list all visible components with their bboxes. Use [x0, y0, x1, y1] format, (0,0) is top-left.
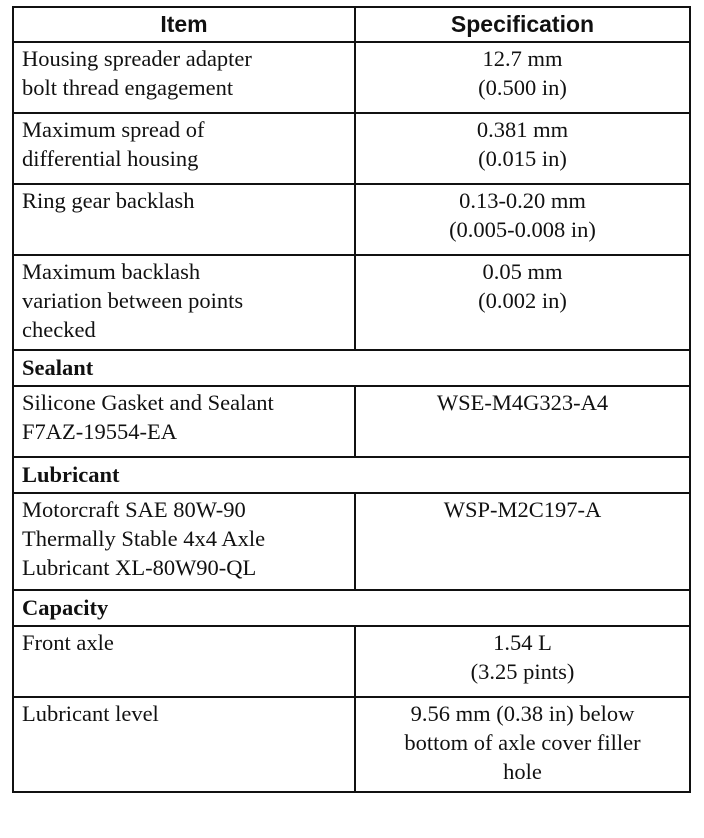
section-title-capacity: Capacity [13, 590, 690, 626]
spec-line: (3.25 pints) [470, 659, 575, 684]
spec-line: (0.005-0.008 in) [449, 217, 596, 242]
item-line: checked [22, 317, 96, 342]
spec-cell [355, 493, 690, 590]
item-line: bolt thread engagement [22, 75, 234, 100]
spec-cell [355, 113, 690, 184]
header-item: Item [13, 7, 355, 42]
spec-cell [355, 255, 690, 350]
item-line: Motorcraft SAE 80W-90 [22, 497, 246, 522]
spec-line: WSP-M2C197-A [443, 497, 602, 522]
item-line: Silicone Gasket and Sealant [22, 390, 274, 415]
item-line: Thermally Stable 4x4 Axle [22, 526, 266, 551]
section-row-sealant [13, 350, 690, 386]
spec-line: 12.7 mm [482, 46, 563, 71]
spec-cell [355, 184, 690, 255]
spec-line: bottom of axle cover filler [404, 730, 641, 755]
spec-cell [355, 697, 690, 792]
header-row [13, 7, 690, 42]
item-line: Maximum backlash [22, 259, 201, 284]
spec-table-wrapper [12, 6, 691, 793]
item-line: variation between points [22, 288, 244, 313]
spec-line: (0.015 in) [478, 146, 567, 171]
item-cell [13, 184, 355, 255]
section-row-capacity [13, 590, 690, 626]
table-row [13, 493, 690, 590]
item-line: Ring gear backlash [22, 188, 195, 213]
section-title-lubricant: Lubricant [13, 457, 690, 493]
item-line: differential housing [22, 146, 199, 171]
section-row-lubricant [13, 457, 690, 493]
spec-line: 1.54 L [493, 630, 552, 655]
item-line: Lubricant XL-80W90-QL [22, 555, 257, 580]
item-cell [13, 697, 355, 792]
header-specification: Specification [355, 7, 690, 42]
spec-line: WSE-M4G323-A4 [436, 390, 609, 415]
item-line: Housing spreader adapter [22, 46, 252, 71]
spec-line: 0.13-0.20 mm [459, 188, 586, 213]
item-cell [13, 386, 355, 457]
item-cell [13, 493, 355, 590]
item-line: F7AZ-19554-EA [22, 419, 177, 444]
spec-line: hole [503, 759, 542, 784]
spec-line: 0.05 mm [482, 259, 563, 284]
spec-line: 0.381 mm [476, 117, 569, 142]
spec-line: 9.56 mm (0.38 in) below [410, 701, 635, 726]
item-cell [13, 42, 355, 113]
item-line: Lubricant level [22, 701, 159, 726]
table-row [13, 184, 690, 255]
table-row [13, 697, 690, 792]
table-row [13, 626, 690, 697]
spec-cell [355, 386, 690, 457]
specification-table [12, 6, 691, 793]
item-cell [13, 626, 355, 697]
table-row [13, 42, 690, 113]
spec-cell [355, 626, 690, 697]
item-line: Front axle [22, 630, 114, 655]
table-row [13, 386, 690, 457]
item-line: Maximum spread of [22, 117, 205, 142]
item-cell [13, 113, 355, 184]
item-cell [13, 255, 355, 350]
section-title-sealant: Sealant [13, 350, 690, 386]
spec-line: (0.500 in) [478, 75, 567, 100]
spec-line: (0.002 in) [478, 288, 567, 313]
table-row [13, 255, 690, 350]
table-row [13, 113, 690, 184]
spec-cell [355, 42, 690, 113]
